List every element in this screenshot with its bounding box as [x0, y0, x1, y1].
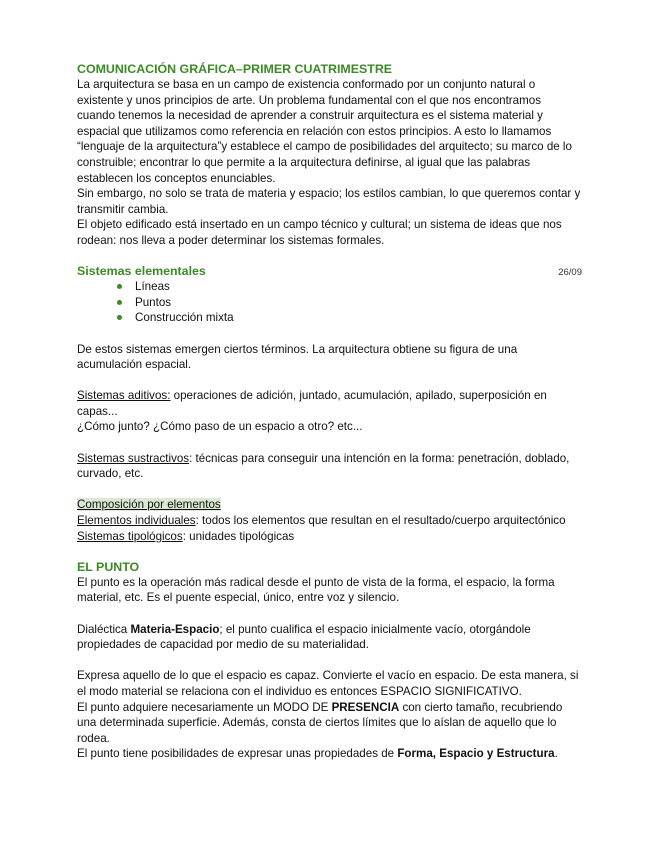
sistemas-paragraph: De estos sistemas emergen ciertos términos. La arquitectura obtiene su figura de una acumulación espacial. [77, 342, 518, 372]
document-title: COMUNICACIÓN GRÁFICA–PRIMER CUATRIMESTRE [77, 62, 393, 76]
propiedades-paragraph [77, 746, 582, 762]
intro-paragraph-3: El objeto edificado está insertado en un campo técnico y cultural; un sistema de ideas que nos rodean: nos lleva a poder determinar los sistemas formales. [77, 218, 562, 247]
sistemas-header [77, 264, 582, 279]
sustractivos-term: Sistemas sustractivos [77, 451, 190, 465]
dialectica-lead: Dialéctica [77, 622, 131, 636]
sustractivos-paragraph [77, 451, 582, 482]
materia-espacio-term: Materia-Espacio [130, 622, 220, 636]
sustractivos-text: : técnicas para conseguir una intención en la forma: penetración, doblado, curvado, etc. [77, 451, 570, 481]
section-date: 26/09 [558, 267, 582, 279]
composicion-line [77, 497, 582, 513]
composicion-term: Composición por elementos [77, 498, 221, 512]
presencia-term: PRESENCIA [331, 700, 400, 714]
punto-paragraph-1: El punto es la operación más radical desde el punto de vista de la forma, el espacio, la forma material, etc. Es el puente especial, único, entre voz y silencio. [77, 575, 555, 605]
sistemas-heading: Sistemas elementales [77, 264, 206, 279]
tipologicos-text: : unidades tipológicas [182, 529, 295, 543]
individuales-term: Elementos individuales [77, 514, 196, 528]
presencia-text: con cierto tamaño, recubriendo una determinada superficie. Además, consta de ciertos límites que lo aíslan de aquello que lo rodea. [77, 700, 563, 745]
punto-paragraph-3: Expresa aquello de lo que el espacio es capaz. Convierte el vacío en espacio. De esta manera, si el modo material se relaciona con el individuo es entonces ESPACIO SIGNIFICATIVO. [77, 669, 579, 698]
punto-heading: EL PUNTO [77, 559, 140, 574]
list-item: Construcción mixta [117, 310, 582, 326]
aditivos-text: operaciones de adición, juntado, acumulación, apilado, superposición en capas... [77, 389, 547, 418]
individuales-line [77, 513, 582, 529]
sistemas-list [77, 279, 582, 326]
aditivos-term: Sistemas aditivos: [77, 389, 171, 403]
presencia-paragraph [77, 700, 582, 747]
intro-paragraph-2: Sin embargo, no solo se trata de materia y espacio; los estilos cambian, lo que queremos contar y transmitir cambia. [77, 187, 581, 216]
individuales-text: : todos los elementos que resultan en el resultado/cuerpo arquitectónico [195, 514, 566, 528]
intro-paragraph-1: La arquitectura se basa en un campo de existencia conformado por un conjunto natural o existente y unos principios de arte. Un problema fundamental con el que nos encontramos cuando tenemos la necesidad de aprender a construir arquitectura es el sistema material y espacial que utilizamos como referencia en relación con estos principios. A esto lo llamamos “lenguaje de la arquitectura”y establece el campo de posibilidades del arquitecto; su marco de lo construible; encontrar lo que permite a la arquitectura definirse, al igual que las palabras establecen los conceptos enunciables. [77, 78, 572, 185]
document-page [77, 62, 582, 762]
dialectica-paragraph [77, 622, 582, 653]
aditivos-paragraph [77, 388, 582, 419]
presencia-lead: El punto adquiere necesariamente un MODO DE [77, 700, 332, 714]
tipologicos-term: Sistemas tipológicos [77, 529, 183, 543]
list-item: Líneas [117, 279, 582, 295]
propiedades-term: Forma, Espacio y Estructura [397, 747, 555, 761]
dialectica-text: ; el punto cualifica el espacio inicialmente vacío, otorgándole propiedades de capacidad por medio de su materialidad. [77, 622, 531, 652]
tipologicos-line [77, 529, 582, 545]
propiedades-end: . [554, 747, 558, 761]
list-item: Puntos [117, 295, 582, 311]
propiedades-lead: El punto tiene posibilidades de expresar unas propiedades de [77, 747, 398, 761]
question-line: ¿Cómo junto? ¿Cómo paso de un espacio a otro? etc... [77, 420, 363, 434]
